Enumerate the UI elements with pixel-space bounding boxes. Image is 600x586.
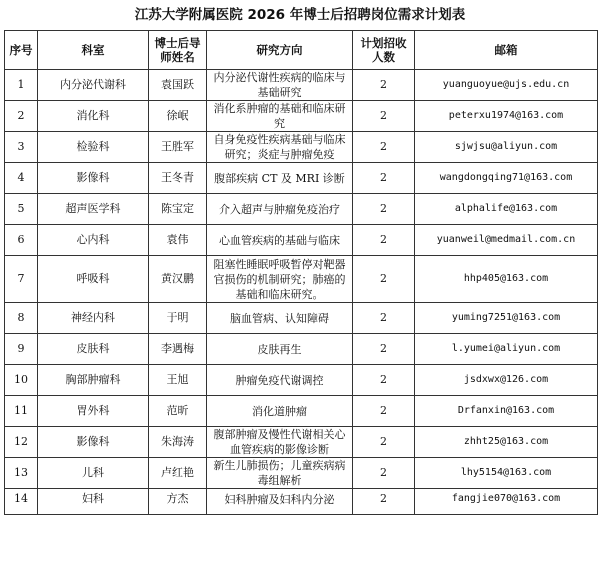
cell-department: 超声医学科 (38, 194, 149, 225)
cell-planned: 2 (353, 427, 415, 458)
cell-index: 14 (5, 489, 38, 515)
cell-direction: 心血管疾病的基础与临床 (207, 225, 353, 256)
cell-email: yuanweil@medmail.com.cn (415, 225, 598, 256)
cell-index: 10 (5, 365, 38, 396)
cell-planned: 2 (353, 458, 415, 489)
cell-email: zhht25@163.com (415, 427, 598, 458)
cell-index: 9 (5, 334, 38, 365)
cell-supervisor: 陈宝定 (149, 194, 207, 225)
recruitment-table (4, 30, 598, 515)
cell-direction: 介入超声与肿瘤免疫治疗 (207, 194, 353, 225)
cell-email: l.yumei@aliyun.com (415, 334, 598, 365)
cell-planned: 2 (353, 225, 415, 256)
cell-department: 消化科 (38, 101, 149, 132)
cell-planned: 2 (353, 303, 415, 334)
table-row (5, 70, 598, 101)
cell-index: 2 (5, 101, 38, 132)
cell-direction: 肿瘤免疫代谢调控 (207, 365, 353, 396)
cell-department: 胸部肿瘤科 (38, 365, 149, 396)
header-planned: 计划招收人数 (353, 31, 415, 70)
cell-supervisor: 黄汉鹏 (149, 256, 207, 303)
cell-supervisor: 徐岷 (149, 101, 207, 132)
table-row (5, 101, 598, 132)
cell-department: 呼吸科 (38, 256, 149, 303)
cell-planned: 2 (353, 194, 415, 225)
table-row (5, 489, 598, 515)
table-header-row (5, 31, 598, 70)
cell-department: 胃外科 (38, 396, 149, 427)
cell-department: 影像科 (38, 163, 149, 194)
cell-index: 1 (5, 70, 38, 101)
cell-email: Drfanxin@163.com (415, 396, 598, 427)
cell-supervisor: 于明 (149, 303, 207, 334)
table-row (5, 334, 598, 365)
document-title: 江苏大学附属医院 2026 年博士后招聘岗位需求计划表 (134, 7, 466, 23)
table-row (5, 132, 598, 163)
cell-direction: 腹部疾病 CT 及 MRI 诊断 (207, 163, 353, 194)
cell-email: yuanguoyue@ujs.edu.cn (415, 70, 598, 101)
table-row (5, 256, 598, 303)
cell-email: sjwjsu@aliyun.com (415, 132, 598, 163)
cell-direction: 消化系肿瘤的基础和临床研究 (207, 101, 353, 132)
cell-planned: 2 (353, 70, 415, 101)
header-supervisor: 博士后导师姓名 (149, 31, 207, 70)
cell-direction: 脑血管病、认知障碍 (207, 303, 353, 334)
cell-planned: 2 (353, 489, 415, 515)
cell-planned: 2 (353, 396, 415, 427)
header-direction: 研究方向 (207, 31, 353, 70)
cell-email: peterxu1974@163.com (415, 101, 598, 132)
cell-direction: 内分泌代谢性疾病的临床与基础研究 (207, 70, 353, 101)
cell-index: 8 (5, 303, 38, 334)
cell-planned: 2 (353, 132, 415, 163)
cell-supervisor: 范昕 (149, 396, 207, 427)
cell-department: 检验科 (38, 132, 149, 163)
cell-index: 13 (5, 458, 38, 489)
cell-direction: 消化道肿瘤 (207, 396, 353, 427)
cell-direction: 皮肤再生 (207, 334, 353, 365)
cell-email: lhy5154@163.com (415, 458, 598, 489)
cell-department: 内分泌代谢科 (38, 70, 149, 101)
cell-department: 儿科 (38, 458, 149, 489)
cell-direction: 阻塞性睡眠呼吸暂停对靶器官损伤的机制研究；肺癌的基础和临床研究。 (207, 256, 353, 303)
table-row (5, 194, 598, 225)
cell-index: 3 (5, 132, 38, 163)
cell-supervisor: 方杰 (149, 489, 207, 515)
cell-direction: 妇科肿瘤及妇科内分泌 (207, 489, 353, 515)
table-row (5, 365, 598, 396)
header-email: 邮箱 (415, 31, 598, 70)
cell-department: 影像科 (38, 427, 149, 458)
table-row (5, 427, 598, 458)
cell-department: 心内科 (38, 225, 149, 256)
table-row (5, 163, 598, 194)
cell-direction: 新生儿肺损伤；儿童疾病病毒组解析 (207, 458, 353, 489)
cell-planned: 2 (353, 365, 415, 396)
table-row (5, 303, 598, 334)
cell-department: 妇科 (38, 489, 149, 515)
cell-supervisor: 李遇梅 (149, 334, 207, 365)
table-row (5, 225, 598, 256)
cell-email: yuming7251@163.com (415, 303, 598, 334)
cell-supervisor: 卢红艳 (149, 458, 207, 489)
cell-supervisor: 王胜军 (149, 132, 207, 163)
cell-direction: 腹部肿瘤及慢性代谢相关心血管疾病的影像诊断 (207, 427, 353, 458)
cell-supervisor: 袁国跃 (149, 70, 207, 101)
cell-email: jsdxwx@126.com (415, 365, 598, 396)
cell-index: 7 (5, 256, 38, 303)
cell-supervisor: 朱海涛 (149, 427, 207, 458)
cell-index: 4 (5, 163, 38, 194)
cell-supervisor: 袁伟 (149, 225, 207, 256)
header-department: 科室 (38, 31, 149, 70)
cell-supervisor: 王旭 (149, 365, 207, 396)
table-row (5, 458, 598, 489)
cell-planned: 2 (353, 334, 415, 365)
cell-index: 6 (5, 225, 38, 256)
cell-index: 5 (5, 194, 38, 225)
cell-department: 神经内科 (38, 303, 149, 334)
cell-department: 皮肤科 (38, 334, 149, 365)
cell-email: fangjie070@163.com (415, 489, 598, 515)
table-row (5, 396, 598, 427)
cell-planned: 2 (353, 256, 415, 303)
header-index: 序号 (5, 31, 38, 70)
cell-planned: 2 (353, 101, 415, 132)
cell-direction: 自身免疫性疾病基础与临床研究；炎症与肿瘤免疫 (207, 132, 353, 163)
cell-index: 12 (5, 427, 38, 458)
cell-supervisor: 王冬青 (149, 163, 207, 194)
cell-email: hhp405@163.com (415, 256, 598, 303)
cell-email: wangdongqing71@163.com (415, 163, 598, 194)
cell-index: 11 (5, 396, 38, 427)
cell-planned: 2 (353, 163, 415, 194)
cell-email: alphalife@163.com (415, 194, 598, 225)
